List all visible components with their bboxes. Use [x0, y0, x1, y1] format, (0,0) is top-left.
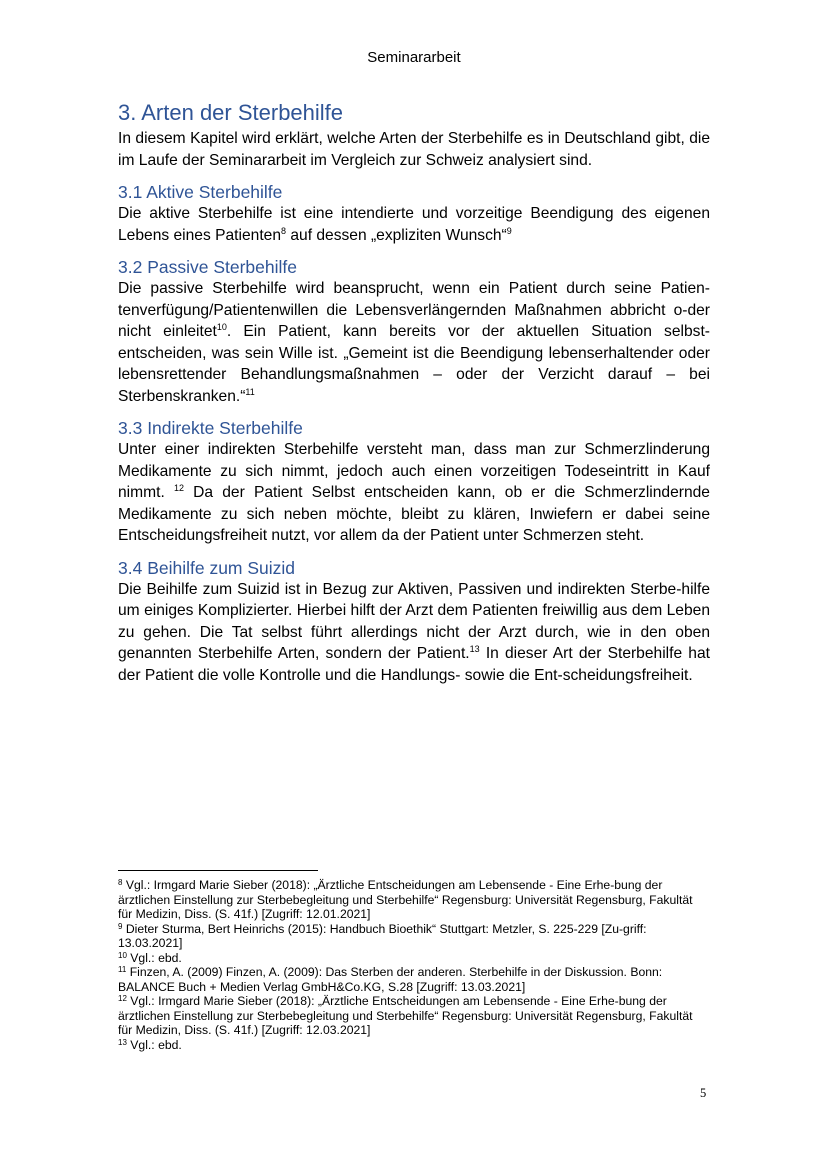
footnote-ref[interactable]: 9: [506, 225, 512, 236]
footnote-ref[interactable]: 11: [245, 386, 255, 397]
footnote-divider: [118, 870, 318, 871]
section-paragraph: Die aktive Sterbehilfe ist eine intendierte und vorzeitige Beendigung des eigenen Lebens eines Patienten$^8$ auf dessen „expliziten Wunsch“$^9$: [118, 205, 710, 244]
footnote-ref[interactable]: 13: [469, 644, 480, 654]
section-paragraph: Die Beihilfe zum Suizid ist in Bezug zur Aktiven, Passiven und indirekten Sterbe-hilfe um einiges Komplizierter. Hierbei hilft der Arzt dem Patienten freiwillig aus dem Leben zu gehen. Die Tat selbst führt allerdings nicht der Arzt durch, wie in den oben genannten Sterbehilfe Arten, sondern der Patient.$^{13}$ In dieser Art der Sterbehilfe hat der Patient die volle Kontrolle und die Handlungs- sowie die Ent-scheidungsfreiheit.: [118, 580, 710, 684]
section-title: 3.4 Beihilfe zum Suizid: [118, 557, 296, 578]
section-paragraph: Unter einer indirekten Sterbehilfe versteht man, dass man zur Schmerzlinderung Medikamente zu sich nimmt, jedoch auch einen vorzeitigen Todeseintritt in Kauf nimmt. $^{12}$ Da der Patient Selbst entscheiden kann, ob er die Schmerzlindernde Medikamente zu sich neben möchte, bleibt zu klären, Inwiefern er dabei seine Entscheidungsfreiheit nutzt, vor allem da der Patient unter Schmerzen steht.: [118, 441, 710, 544]
section-title: 3.3 Indirekte Sterbehilfe: [118, 418, 303, 438]
chapter-intro: In diesem Kapitel wird erklärt, welche Arten der Sterbehilfe es in Deutschland gibt, die im Laufe der Seminararbeit im Vergleich zur Schweiz analysiert sind.: [118, 130, 710, 169]
section-title: 3.2 Passive Sterbehilfe: [118, 257, 297, 277]
section-paragraph: Die passive Sterbehilfe wird beansprucht, wenn ein Patient durch seine Patien-tenverfügung/Patientenwillen die Lebensverlängernden Maßnahmen abbricht o-der nicht einleitet$^{10}$. Ein Patient, kann bereits vor der aktuellen Situation selbst-entscheiden, was sein Wille ist. „Gemeint ist die Beendigung lebenserhaltender oder lebensrettender Behandlungsmaßnahmen – oder der Verzicht darauf – bei Sterbenskranken.“$^{11}$: [118, 280, 710, 405]
footnotes: [118, 878, 710, 1052]
page-header: Seminararbeit: [367, 49, 461, 66]
section-indirekte-sterbehilfe: [118, 417, 710, 547]
section-beihilfe-zum-suizid: [118, 557, 710, 687]
footnote: $^8$ Vgl.: Irmgard Marie Sieber (2018): „Ärztliche Entscheidungen am Lebensende - Eine Erhe-bung der ärztlichen Einstellung zur Sterbebegleitung und Sterbehilfe“ Regensburg: Universität Regensburg, Fakultät für Medizin, Diss. (S. 41f.) [Zugriff: 12.01.2021]: [118, 878, 693, 921]
page-number: 5: [700, 1086, 707, 1100]
footnote: $^{13}$ Vgl.: ebd.: [118, 1037, 182, 1052]
footnote-ref[interactable]: 8: [281, 225, 287, 236]
footnote: $^9$ Dieter Sturma, Bert Heinrichs (2015): Handbuch Bioethik“ Stuttgart: Metzler, S. 225-229 [Zu-griff: 13.03.2021]: [118, 921, 647, 950]
footnote: $^{10}$ Vgl.: ebd.: [118, 950, 182, 965]
chapter-title: 3. Arten der Sterbehilfe: [118, 100, 344, 125]
main-content: [118, 98, 710, 686]
footnote: $^{12}$ Vgl.: Irmgard Marie Sieber (2018): „Ärztliche Entscheidungen am Lebensende - Eine Erhe-bung der ärztlichen Einstellung zur Sterbebegleitung und Sterbehilfe“ Regensburg: Universität Regensburg, Fakultät für Medizin, Diss. (S. 41f.) [Zugriff: 12.03.2021]: [118, 994, 693, 1037]
section-passive-sterbehilfe: [118, 256, 710, 407]
footnote-ref[interactable]: 12: [173, 483, 184, 493]
section-aktive-sterbehilfe: [118, 181, 710, 246]
section-title: 3.1 Aktive Sterbehilfe: [118, 182, 283, 202]
footnote-ref[interactable]: 10: [216, 322, 227, 332]
footnote: $^{11}$ Finzen, A. (2009) Finzen, A. (2009): Das Sterben der anderen. Sterbehilfe in der Diskussion. Bonn: BALANCE Buch + Medien Verlag GmbH&Co.KG, S.28 [Zugriff: 13.03.2021]: [118, 965, 663, 994]
